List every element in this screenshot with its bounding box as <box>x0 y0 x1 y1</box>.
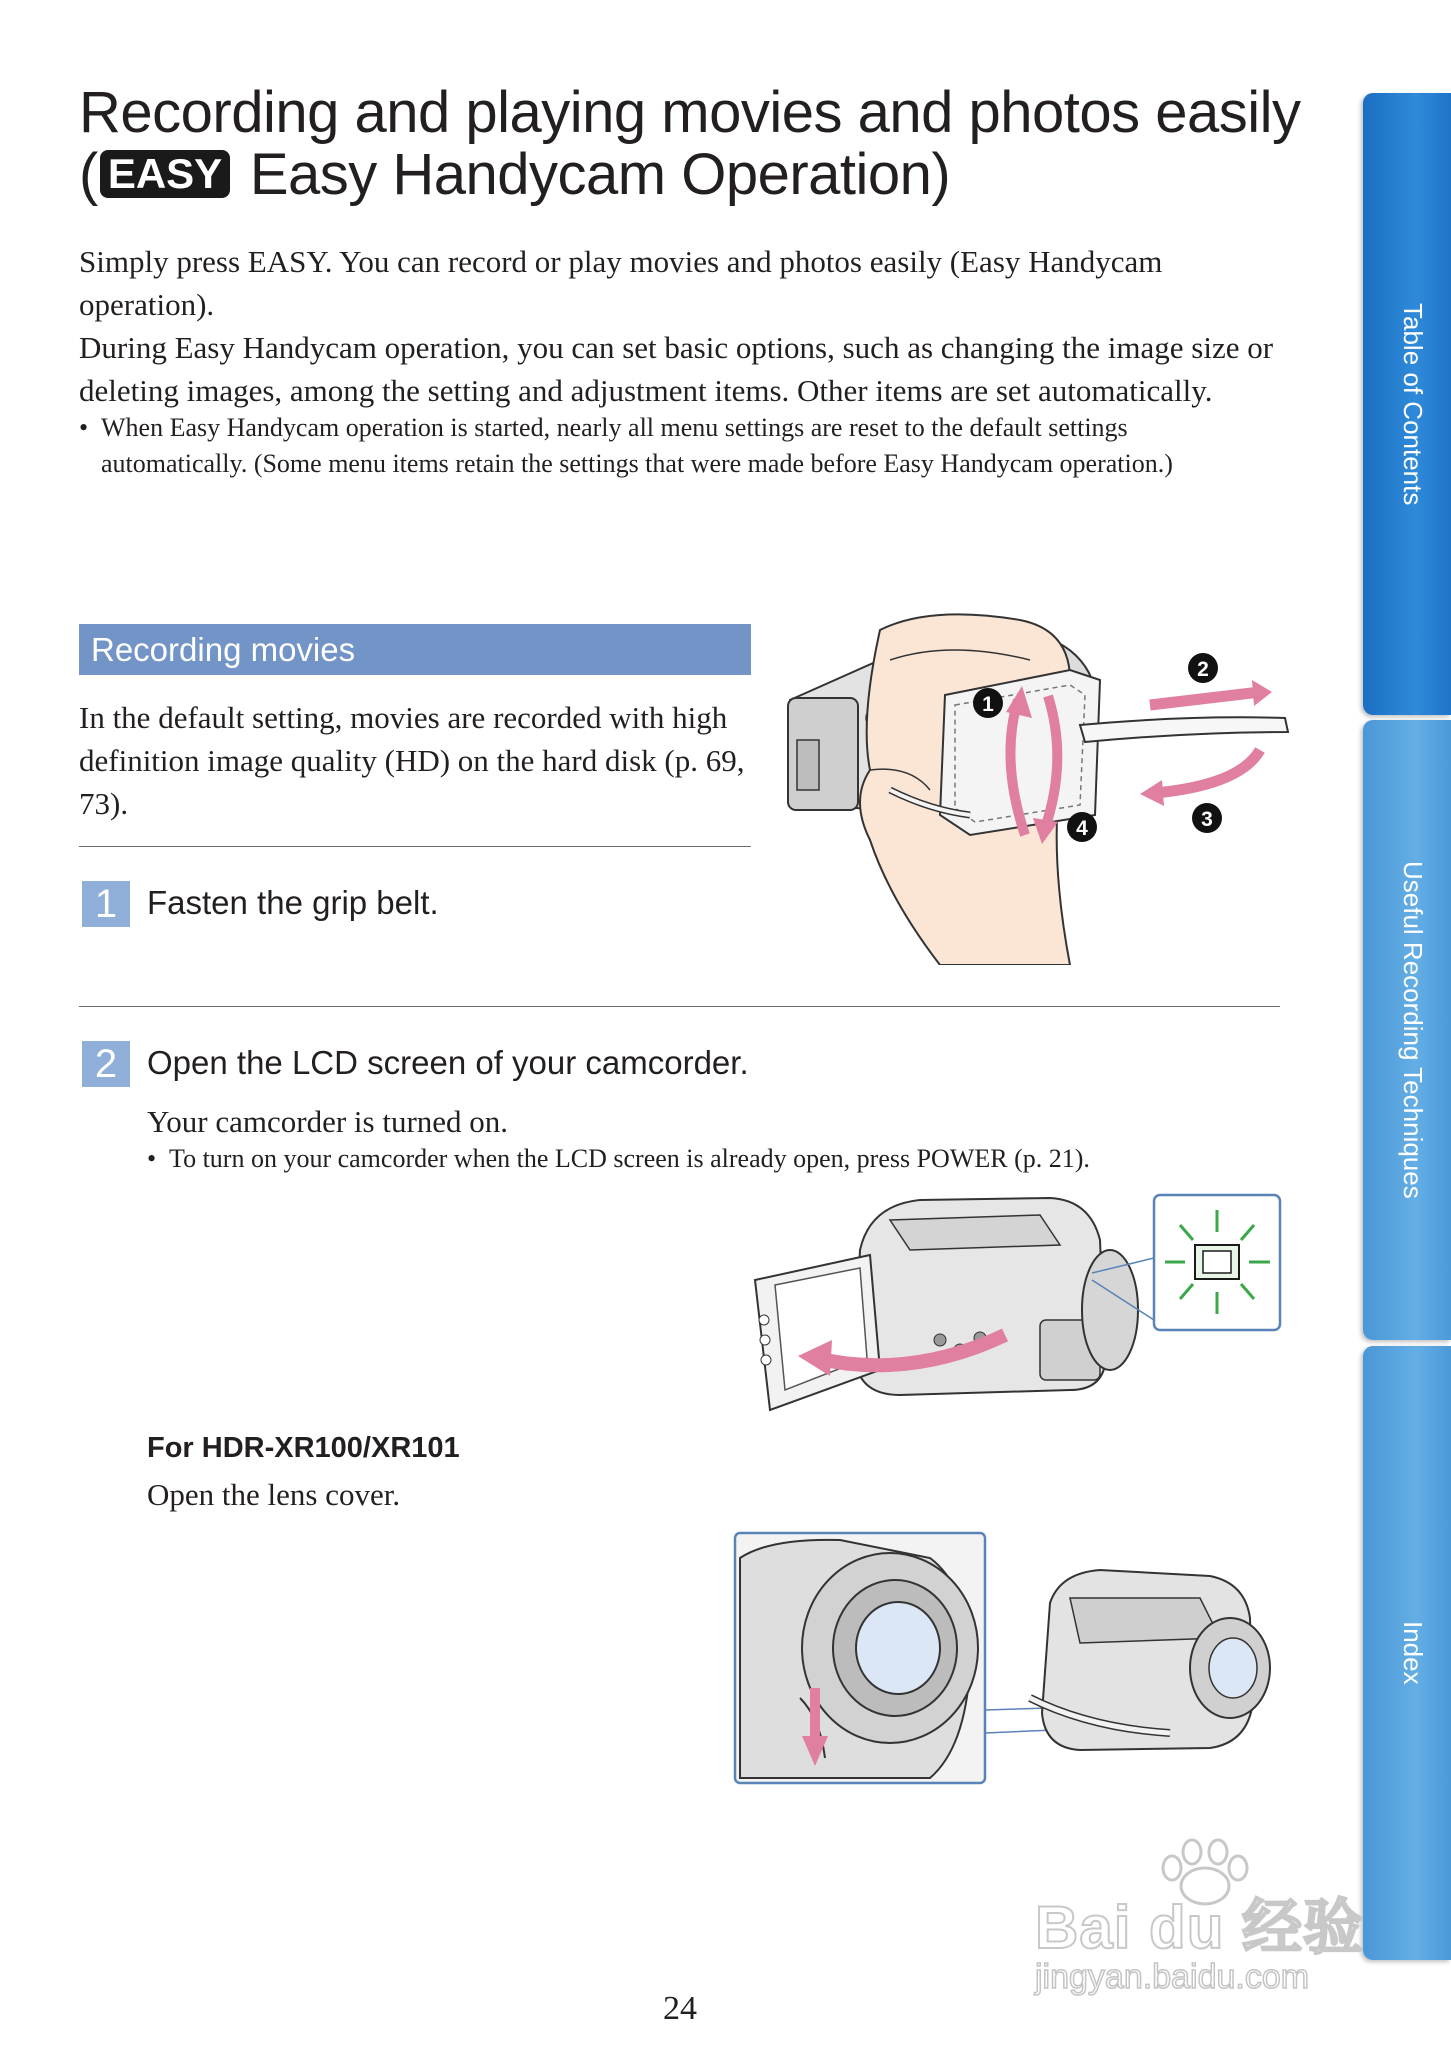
title-open-paren: ( <box>79 142 98 207</box>
divider <box>79 1006 1280 1007</box>
step-2-text: Your camcorder is turned on. <box>147 1104 509 1139</box>
title-line-1: Recording and playing movies and photos easily <box>79 80 1301 145</box>
watermark-logo: Bai du 经验 <box>1035 1894 1365 1961</box>
tab-useful-recording-techniques[interactable] <box>1363 720 1451 1340</box>
intro-paragraph-2: During Easy Handycam operation, you can set basic options, such as changing the image size or deleting images, among the setting and adjustment items. Other items are set automatically. <box>79 330 1274 408</box>
step-2-note <box>147 1141 1267 1177</box>
lcd-open-illustration <box>740 1190 1285 1420</box>
callout-3 <box>1192 803 1222 833</box>
callout-1-label: 1 <box>982 693 994 716</box>
title-line-2-text: Easy Handycam Operation) <box>234 142 951 207</box>
easy-badge: EASY <box>100 150 230 198</box>
tab-table-of-contents[interactable] <box>1363 93 1451 715</box>
tab-table-of-contents-label: Table of Contents <box>1398 302 1428 506</box>
step-1-title: Fasten the grip belt. <box>147 884 439 921</box>
callout-3-label: 3 <box>1201 808 1213 831</box>
grip-belt-illustration <box>770 600 1310 965</box>
intro-note <box>79 410 1279 482</box>
callout-2-label: 2 <box>1197 658 1209 681</box>
tab-index-label: Index <box>1398 1621 1428 1685</box>
page-number: 24 <box>663 1990 697 2027</box>
step-2-note-text: To turn on your camcorder when the LCD screen is already open, press POWER (p. 21). <box>169 1144 1090 1173</box>
tab-useful-recording-techniques-label: Useful Recording Techniques <box>1398 861 1428 1199</box>
watermark-url: jingyan.baidu.com <box>1035 1958 1310 1996</box>
callout-4 <box>1067 812 1097 842</box>
step-1-number: 1 <box>82 881 130 927</box>
step-2-number: 2 <box>82 1041 130 1087</box>
callout-4-label: 4 <box>1076 817 1088 840</box>
title-line-2 <box>79 144 1329 206</box>
page-title <box>79 82 1329 206</box>
section-header: Recording movies <box>79 624 751 675</box>
bullet-dot: • <box>79 413 89 442</box>
divider <box>79 846 751 847</box>
section-description: In the default setting, movies are recorded with high definition image quality (HD) on the hard disk (p. 69, 73). <box>79 700 745 821</box>
model-instruction: Open the lens cover. <box>147 1477 401 1512</box>
callout-2 <box>1188 653 1218 683</box>
intro-paragraph-1: Simply press EASY. You can record or play movies and photos easily (Easy Handycam operation). <box>79 244 1163 322</box>
step-2-title: Open the LCD screen of your camcorder. <box>147 1044 749 1081</box>
intro-note-text: When Easy Handycam operation is started, nearly all menu settings are reset to the default settings automatically. (Some menu items retain the settings that were made before Easy Handycam operation.) <box>101 413 1173 478</box>
lens-cover-illustration <box>730 1528 1290 1786</box>
movie-lamp-icon <box>1165 1210 1270 1314</box>
callout-1 <box>973 688 1003 718</box>
bullet-dot: • <box>147 1144 157 1173</box>
model-heading: For HDR-XR100/XR101 <box>147 1432 460 1464</box>
tab-index[interactable] <box>1363 1346 1451 1960</box>
